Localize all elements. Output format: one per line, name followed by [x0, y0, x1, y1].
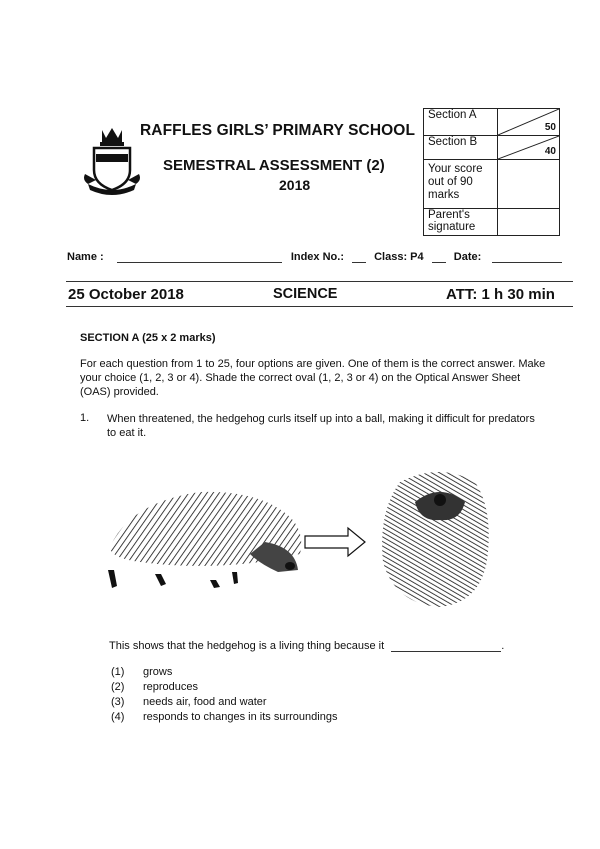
your-score-label: Your score out of 90 marks: [424, 160, 498, 209]
index-field[interactable]: [352, 252, 366, 263]
hedgehog-curled-image: [382, 472, 489, 607]
index-label: Index No.:: [290, 251, 344, 263]
parent-signature-cell[interactable]: [498, 209, 560, 236]
divider-bottom: [66, 306, 573, 307]
divider-top: [66, 281, 573, 282]
hedgehog-walking-image: [108, 492, 301, 588]
section-a-max: 50: [544, 122, 556, 133]
school-name: RAFFLES GIRLS’ PRIMARY SCHOOL: [140, 122, 416, 139]
section-instructions: For each question from 1 to 25, four options are given. One of them is the correct answer. Make your choice (1, 2, 3 or 4). Shade the correct oval (1, 2, 3 or 4) on the Optical Answer Sheet (OAS) provided.: [80, 358, 546, 398]
question-text: When threatened, the hedgehog curls itself up into a ball, making it difficult for predators to eat it.: [107, 413, 535, 439]
name-label: Name :: [67, 251, 104, 263]
exam-date: 25 October 2018: [68, 286, 184, 303]
option-2[interactable]: (2) reproduces: [111, 681, 199, 693]
question-stem: This shows that the hedgehog is a living thing because it .: [109, 640, 505, 652]
parent-signature-label: Parent's signature: [424, 209, 498, 236]
section-a-label: Section A: [424, 109, 498, 136]
section-a-score-cell[interactable]: [498, 109, 560, 136]
school-crest-logo: [82, 124, 142, 196]
name-field[interactable]: [117, 252, 282, 263]
option-3[interactable]: (3) needs air, food and water: [111, 696, 267, 708]
options-list: [111, 665, 337, 725]
answer-blank: [391, 642, 501, 652]
date-label: Date:: [453, 251, 482, 263]
section-b-score-cell[interactable]: [498, 136, 560, 160]
student-info-row: [67, 251, 562, 263]
section-title: SECTION A (25 x 2 marks): [80, 332, 216, 344]
hedgehog-illustration: [100, 462, 530, 622]
class-label: Class: P4: [374, 251, 424, 263]
arrow-icon: [305, 528, 365, 556]
exam-subject: SCIENCE: [273, 286, 338, 302]
exam-duration: ATT: 1 h 30 min: [446, 286, 555, 303]
total-score-cell[interactable]: [498, 160, 560, 209]
score-box: [423, 108, 560, 236]
date-field[interactable]: [492, 252, 562, 263]
option-4[interactable]: (4) responds to changes in its surroundings: [111, 711, 338, 723]
class-field[interactable]: [432, 252, 446, 263]
section-b-max: 40: [544, 146, 556, 157]
assessment-year: 2018: [279, 177, 311, 193]
question-number: 1.: [80, 412, 90, 424]
assessment-title: SEMESTRAL ASSESSMENT (2): [163, 157, 385, 174]
option-1[interactable]: (1) grows: [111, 666, 173, 678]
section-b-label: Section B: [424, 136, 498, 160]
